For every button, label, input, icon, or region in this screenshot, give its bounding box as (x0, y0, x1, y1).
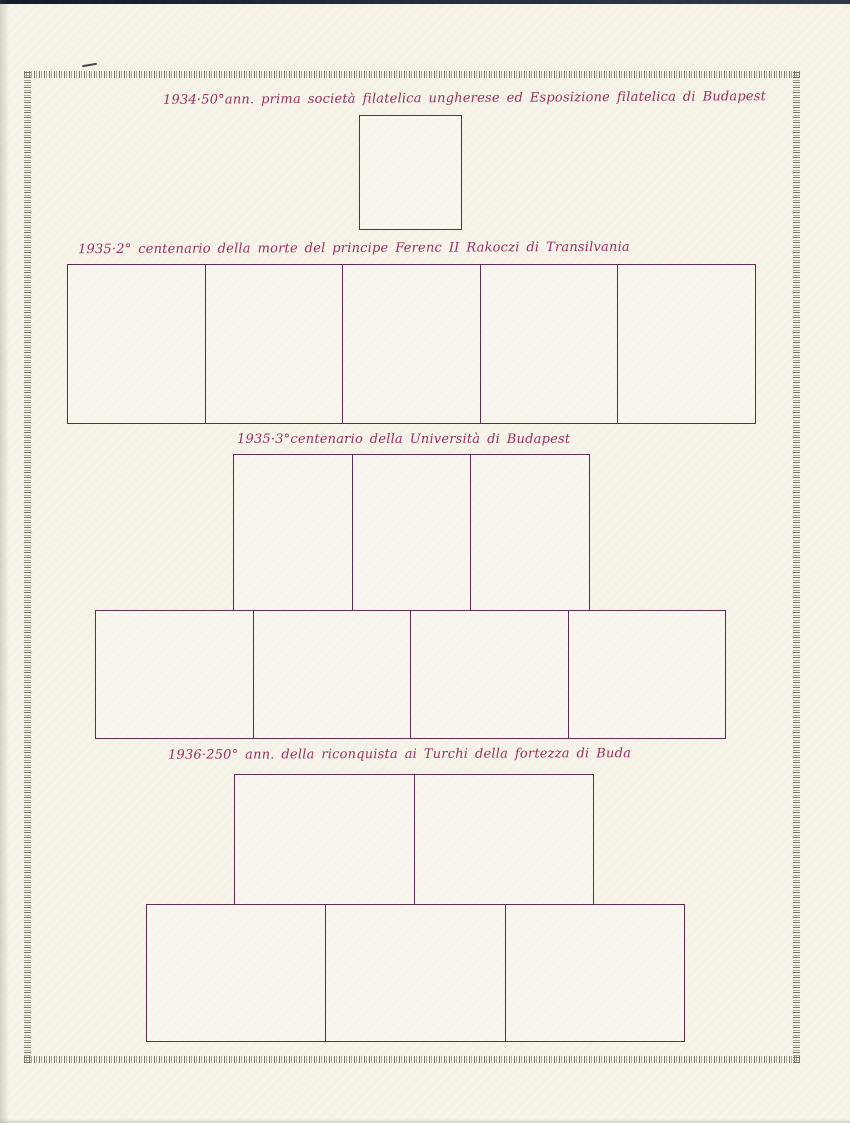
stamp-row-1935-universita-bottom (95, 610, 726, 739)
stamp-slot (506, 905, 684, 1041)
stamp-slot (68, 265, 206, 423)
scan-edge-bottom (0, 1119, 850, 1123)
stamp-slot (481, 265, 619, 423)
stamp-slot (96, 611, 254, 738)
stitched-border-top (24, 71, 800, 78)
stamp-slot (206, 265, 344, 423)
stamp-slot (360, 116, 461, 229)
section-title-1935-rakoczi: 1935·2° centenario della morte del principe Ferenc II Rakoczi di Transilvania (77, 239, 630, 258)
stamp-slot (147, 905, 326, 1041)
stamp-row-1935-rakoczi (67, 264, 756, 424)
stamp-slot (411, 611, 569, 738)
stamp-row-1935-universita-top (233, 454, 590, 611)
stamp-row-1936-buda-top (234, 774, 594, 905)
stamp-slot (353, 455, 472, 610)
stitched-border-bottom (24, 1056, 800, 1063)
stamp-slot (254, 611, 412, 738)
stamp-slot (343, 265, 481, 423)
stamp-slot (569, 611, 726, 738)
section-title-1934-esposizione: 1934·50°ann. prima società filatelica ungherese ed Esposizione filatelica di Budapest (162, 89, 767, 108)
scan-edge-top (0, 0, 850, 4)
stamp-slot (326, 905, 505, 1041)
stamp-row-1934 (359, 115, 462, 230)
section-title-1936-buda: 1936·250° ann. della riconquista ai Turchi della fortezza di Buda (167, 746, 632, 763)
stamp-slot (471, 455, 589, 610)
stamp-slot (415, 775, 594, 904)
stamp-slot (618, 265, 755, 423)
section-title-1935-universita: 1935·3°centenario della Università di Budapest (237, 432, 571, 447)
stitched-border-left (24, 71, 31, 1063)
pen-smudge (82, 63, 97, 68)
stamp-slot (234, 455, 353, 610)
stitched-border-right (793, 71, 800, 1063)
scan-edge-left (0, 0, 9, 1123)
stamp-slot (235, 775, 415, 904)
stamp-row-1936-buda-bottom (146, 904, 685, 1042)
